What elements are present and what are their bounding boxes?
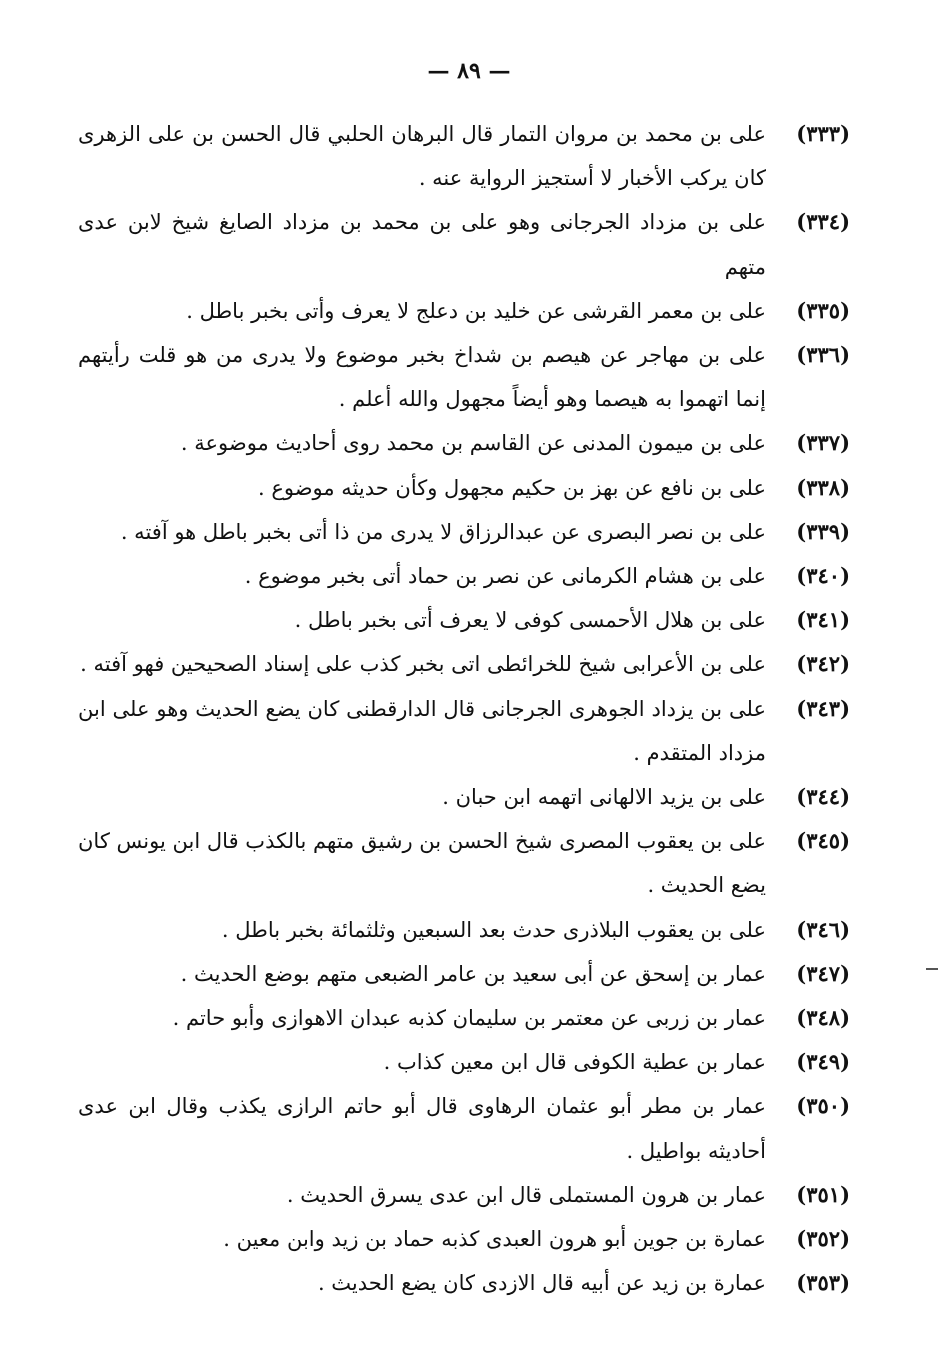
entry-text: على بن الأعرابى شيخ للخرائطى اتى بخبر كذب على إسناد الصحيحين فهو آفته . [80, 652, 766, 677]
entry-list [78, 112, 850, 1305]
entry-text: على بن نصر البصرى عن عبدالرزاق لا يدرى من ذا أتى بخبر باطل هو آفته . [120, 519, 766, 544]
entry-text: على بن ميمون المدنى عن القاسم بن محمد روى أحاديث موضوعة . [180, 431, 766, 456]
entry-text: عمار بن مطر أبو عثمان الرهاوى قال أبو حاتم الرازى يكذب وقال ابن عدى أحاديثه بواطيل . [78, 1094, 766, 1163]
entry-number: (٣٥٠) [796, 1093, 850, 1119]
entry-352 [78, 1217, 850, 1261]
entry-number: (٣٣٩) [796, 518, 850, 544]
entry-number: (٣٣٤) [796, 209, 850, 235]
entry-text: على بن محمد بن مروان التمار قال البرهان الحلبي قال الحسن بن على الزهرى كان يركب الأخبار لا أستجيز الرواية عنه . [78, 122, 766, 191]
entry-number: (٣٤٨) [796, 1005, 850, 1031]
entry-351 [78, 1173, 850, 1217]
entry-number: (٣٤٤) [796, 784, 850, 810]
entry-334 [78, 200, 850, 288]
entry-342 [78, 642, 850, 686]
entry-343 [78, 687, 850, 775]
entry-350 [78, 1084, 850, 1172]
entry-number: (٣٣٣) [796, 121, 850, 146]
entry-number: (٣٤٥) [796, 828, 850, 854]
entry-text: عمار بن زربى عن معتمر بن سليمان كذبه عبدان الاهوازى وأبو حاتم . [172, 1006, 766, 1031]
entry-number: (٣٥٢) [796, 1226, 850, 1252]
entry-text: على بن يعقوب البلاذرى حدث بعد السبعين وثلثمائة بخبر باطل . [221, 917, 766, 942]
entry-number: (٣٤٣) [796, 695, 850, 721]
entry-number: (٣٥٣) [796, 1270, 850, 1296]
entry-346 [78, 908, 850, 952]
entry-text: على بن مهاجر عن هيصم بن شداخ بخبر موضوع ولا يدرى من هو قلت رأيتهم إنما اتهموا به هيصما وهو أيضاً مجهول والله أعلم . [78, 343, 766, 412]
entry-348 [78, 996, 850, 1040]
entry-text: عمارة بن زيد عن أبيه قال الازدى كان يضع الحديث . [317, 1271, 766, 1296]
entry-text: عمارة بن جوين أبو هرون العبدى كذبه حماد بن زيد وابن معين . [223, 1227, 766, 1252]
entry-336 [78, 333, 850, 421]
margin-dash-mark [926, 968, 938, 970]
entry-text: على بن نافع عن بهز بن حكيم مجهول وكأن حديثه موضوع . [257, 475, 766, 500]
entry-338 [78, 466, 850, 510]
entry-text: على بن هشام الكرمانى عن نصر بن حماد أتى بخبر موضوع . [244, 564, 766, 589]
entry-text: على بن هلال الأحمسى كوفى لا يعرف أتى بخبر باطل . [294, 608, 766, 633]
entry-number: (٣٣٦) [796, 342, 850, 368]
entry-345 [78, 819, 850, 907]
entry-number: (٣٤٢) [796, 651, 850, 677]
entry-text: عمار بن هرون المستملى قال ابن عدى يسرق الحديث . [286, 1182, 766, 1207]
entry-333 [78, 112, 850, 200]
entry-340 [78, 554, 850, 598]
entry-number: (٣٣٧) [796, 430, 850, 456]
entry-335 [78, 289, 850, 333]
entry-347 [78, 952, 850, 996]
entry-text: على بن مزداد الجرجانى وهو على بن محمد بن مزداد الصايغ شيخ لابن عدى متهم [78, 210, 766, 279]
entry-text: على بن يزيد الالهانى اتهمه ابن حبان . [442, 785, 766, 810]
entry-number: (٣٤٠) [796, 563, 850, 589]
entry-341 [78, 598, 850, 642]
entry-349 [78, 1040, 850, 1084]
entry-text: على بن معمر القرشى عن خليد بن دعلج لا يعرف وأتى بخبر باطل . [186, 298, 766, 323]
entry-text: على بن يزداد الجوهرى الجرجانى قال الدارقطنى كان يضع الحديث وهو على ابن مزداد المتقدم . [78, 696, 766, 765]
entry-337 [78, 421, 850, 465]
entry-text: عمار بن عطية الكوفى قال ابن معين كذاب . [383, 1050, 766, 1075]
entry-number: (٣٤١) [796, 607, 850, 633]
entry-344 [78, 775, 850, 819]
entry-number: (٣٤٦) [796, 916, 850, 942]
entry-number: (٣٤٧) [796, 960, 850, 986]
entry-number: (٣٤٩) [796, 1049, 850, 1075]
entry-353 [78, 1261, 850, 1305]
entry-number: (٣٥١) [796, 1181, 850, 1207]
entry-number: (٣٣٥) [796, 297, 850, 323]
page-number: — ٨٩ — [427, 58, 511, 84]
entry-number: (٣٣٨) [796, 474, 850, 500]
entry-text: على بن يعقوب المصرى شيخ الحسن بن رشيق متهم بالكذب قال ابن يونس كان يضع الحديث . [78, 829, 766, 898]
entry-339 [78, 510, 850, 554]
entry-text: عمار بن إسحق عن أبى سعيد بن عامر الضبعى متهم بوضع الحديث . [180, 961, 766, 986]
